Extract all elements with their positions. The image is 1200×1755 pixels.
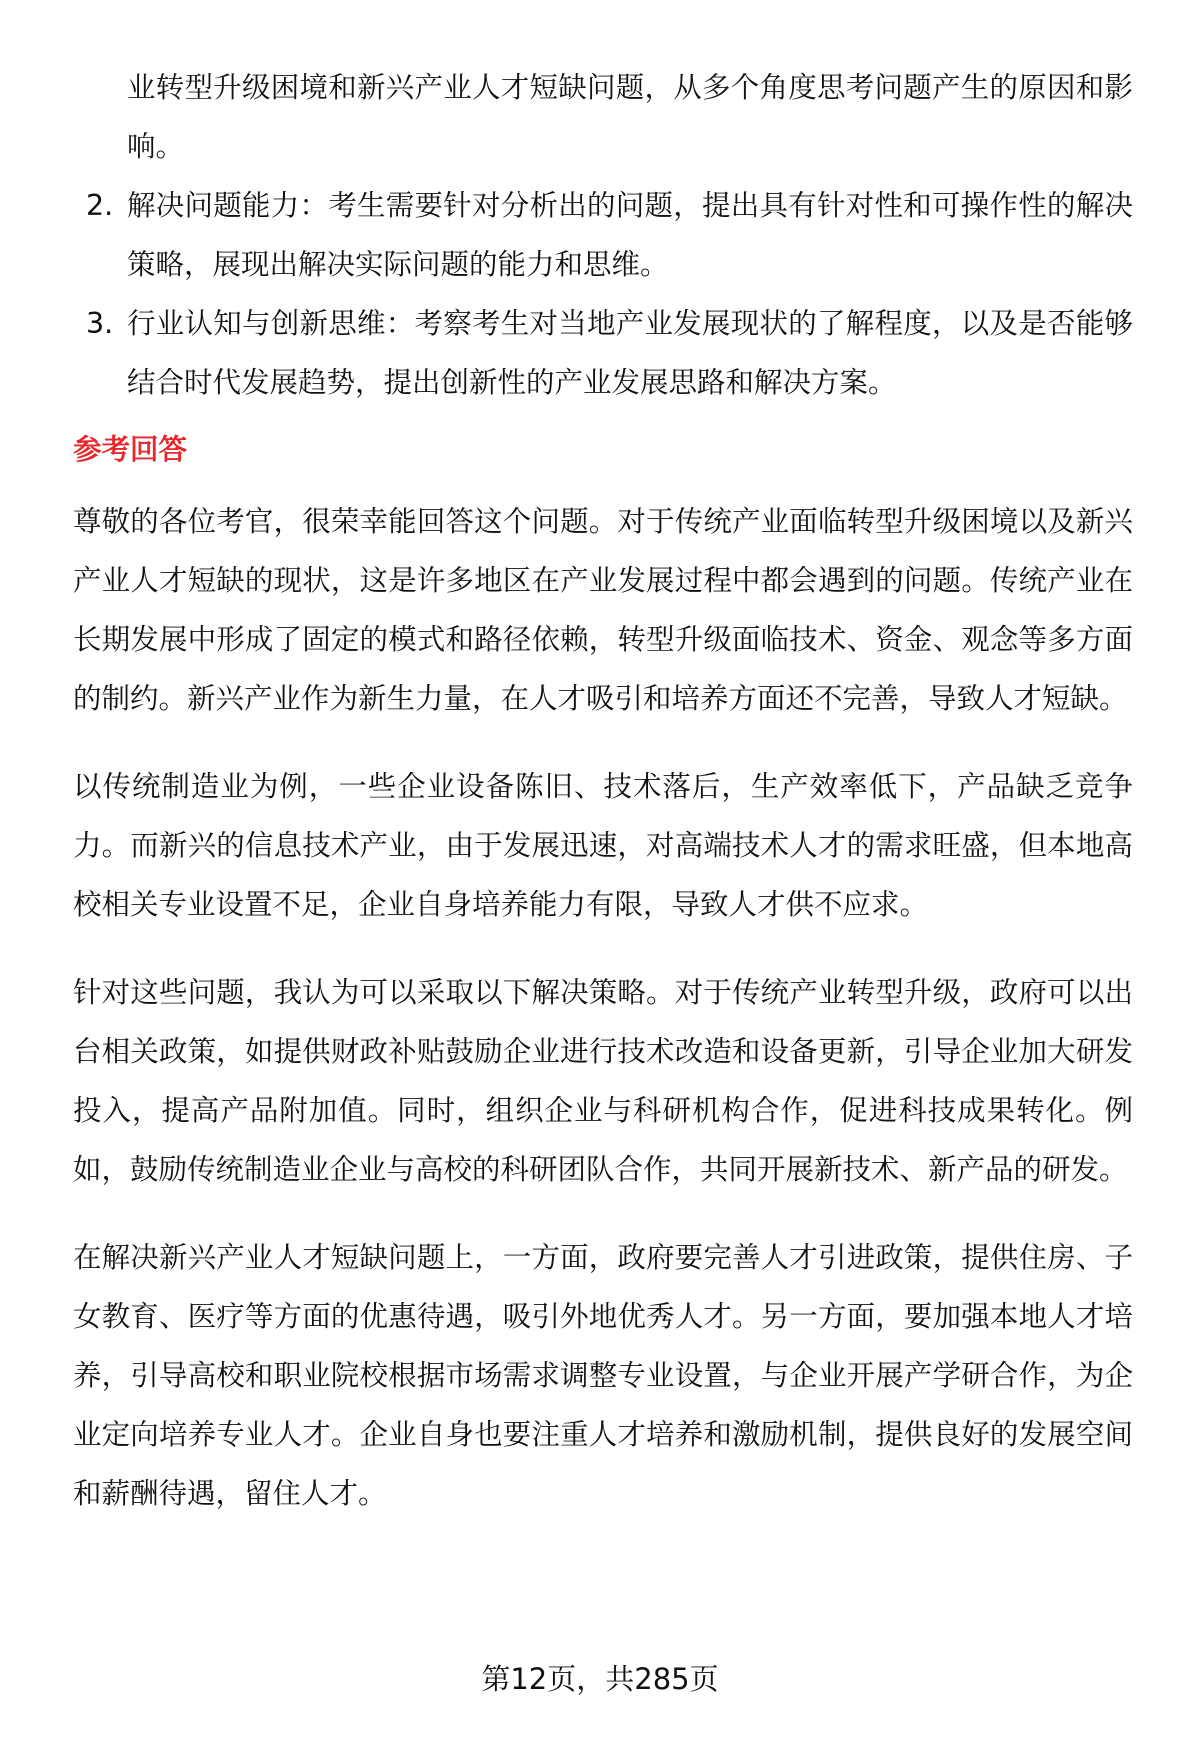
intro-continuation: 业转型升级困境和新兴产业人才短缺问题，从多个角度思考问题产生的原因和影响。 [127, 71, 1133, 163]
list-number: 2. [86, 189, 114, 222]
list-text: 解决问题能力：考生需要针对分析出的问题，提出具有针对性和可操作性的解决策略，展现出解决实际问题的能力和思维。 [127, 189, 1133, 281]
page-number: 第12页，共285页 [481, 1662, 719, 1696]
list-text: 行业认知与创新思维：考察考生对当地产业发展现状的了解程度，以及是否能够结合时代发展趋势，提出创新性的产业发展思路和解决方案。 [127, 307, 1133, 399]
paragraph: 尊敬的各位考官，很荣幸能回答这个问题。对于传统产业面临转型升级困境以及新兴产业人才短缺的现状，这是许多地区在产业发展过程中都会遇到的问题。传统产业在长期发展中形成了固定的模式和路径依赖，转型升级面临技术、资金、观念等多方面的制约。新兴产业作为新生力量，在人才吸引和培养方面还不完善，导致人才短缺。 [73, 505, 1133, 715]
list-item [73, 294, 1133, 412]
section-heading: 参考回答 [73, 433, 188, 466]
list-item [73, 176, 1133, 294]
list-number: 3. [86, 307, 114, 340]
paragraph: 以传统制造业为例，一些企业设备陈旧、技术落后，生产效率低下，产品缺乏竞争力。而新兴的信息技术产业，由于发展迅速，对高端技术人才的需求旺盛，但本地高校相关专业设置不足，企业自身培养能力有限，导致人才供不应求。 [73, 770, 1133, 921]
document-body [73, 58, 1133, 1552]
paragraph: 针对这些问题，我认为可以采取以下解决策略。对于传统产业转型升级，政府可以出台相关政策，如提供财政补贴鼓励企业进行技术改造和设备更新，引导企业加大研发投入，提高产品附加值。同时，组织企业与科研机构合作，促进科技成果转化。例如，鼓励传统制造业企业与高校的科研团队合作，共同开展新技术、新产品的研发。 [73, 976, 1133, 1186]
paragraph: 在解决新兴产业人才短缺问题上，一方面，政府要完善人才引进政策，提供住房、子女教育、医疗等方面的优惠待遇，吸引外地优秀人才。另一方面，要加强本地人才培养，引导高校和职业院校根据市场需求调整专业设置，与企业开展产学研合作，为企业定向培养专业人才。企业自身也要注重人才培养和激励机制，提供良好的发展空间和薪酬待遇，留住人才。 [73, 1241, 1133, 1510]
